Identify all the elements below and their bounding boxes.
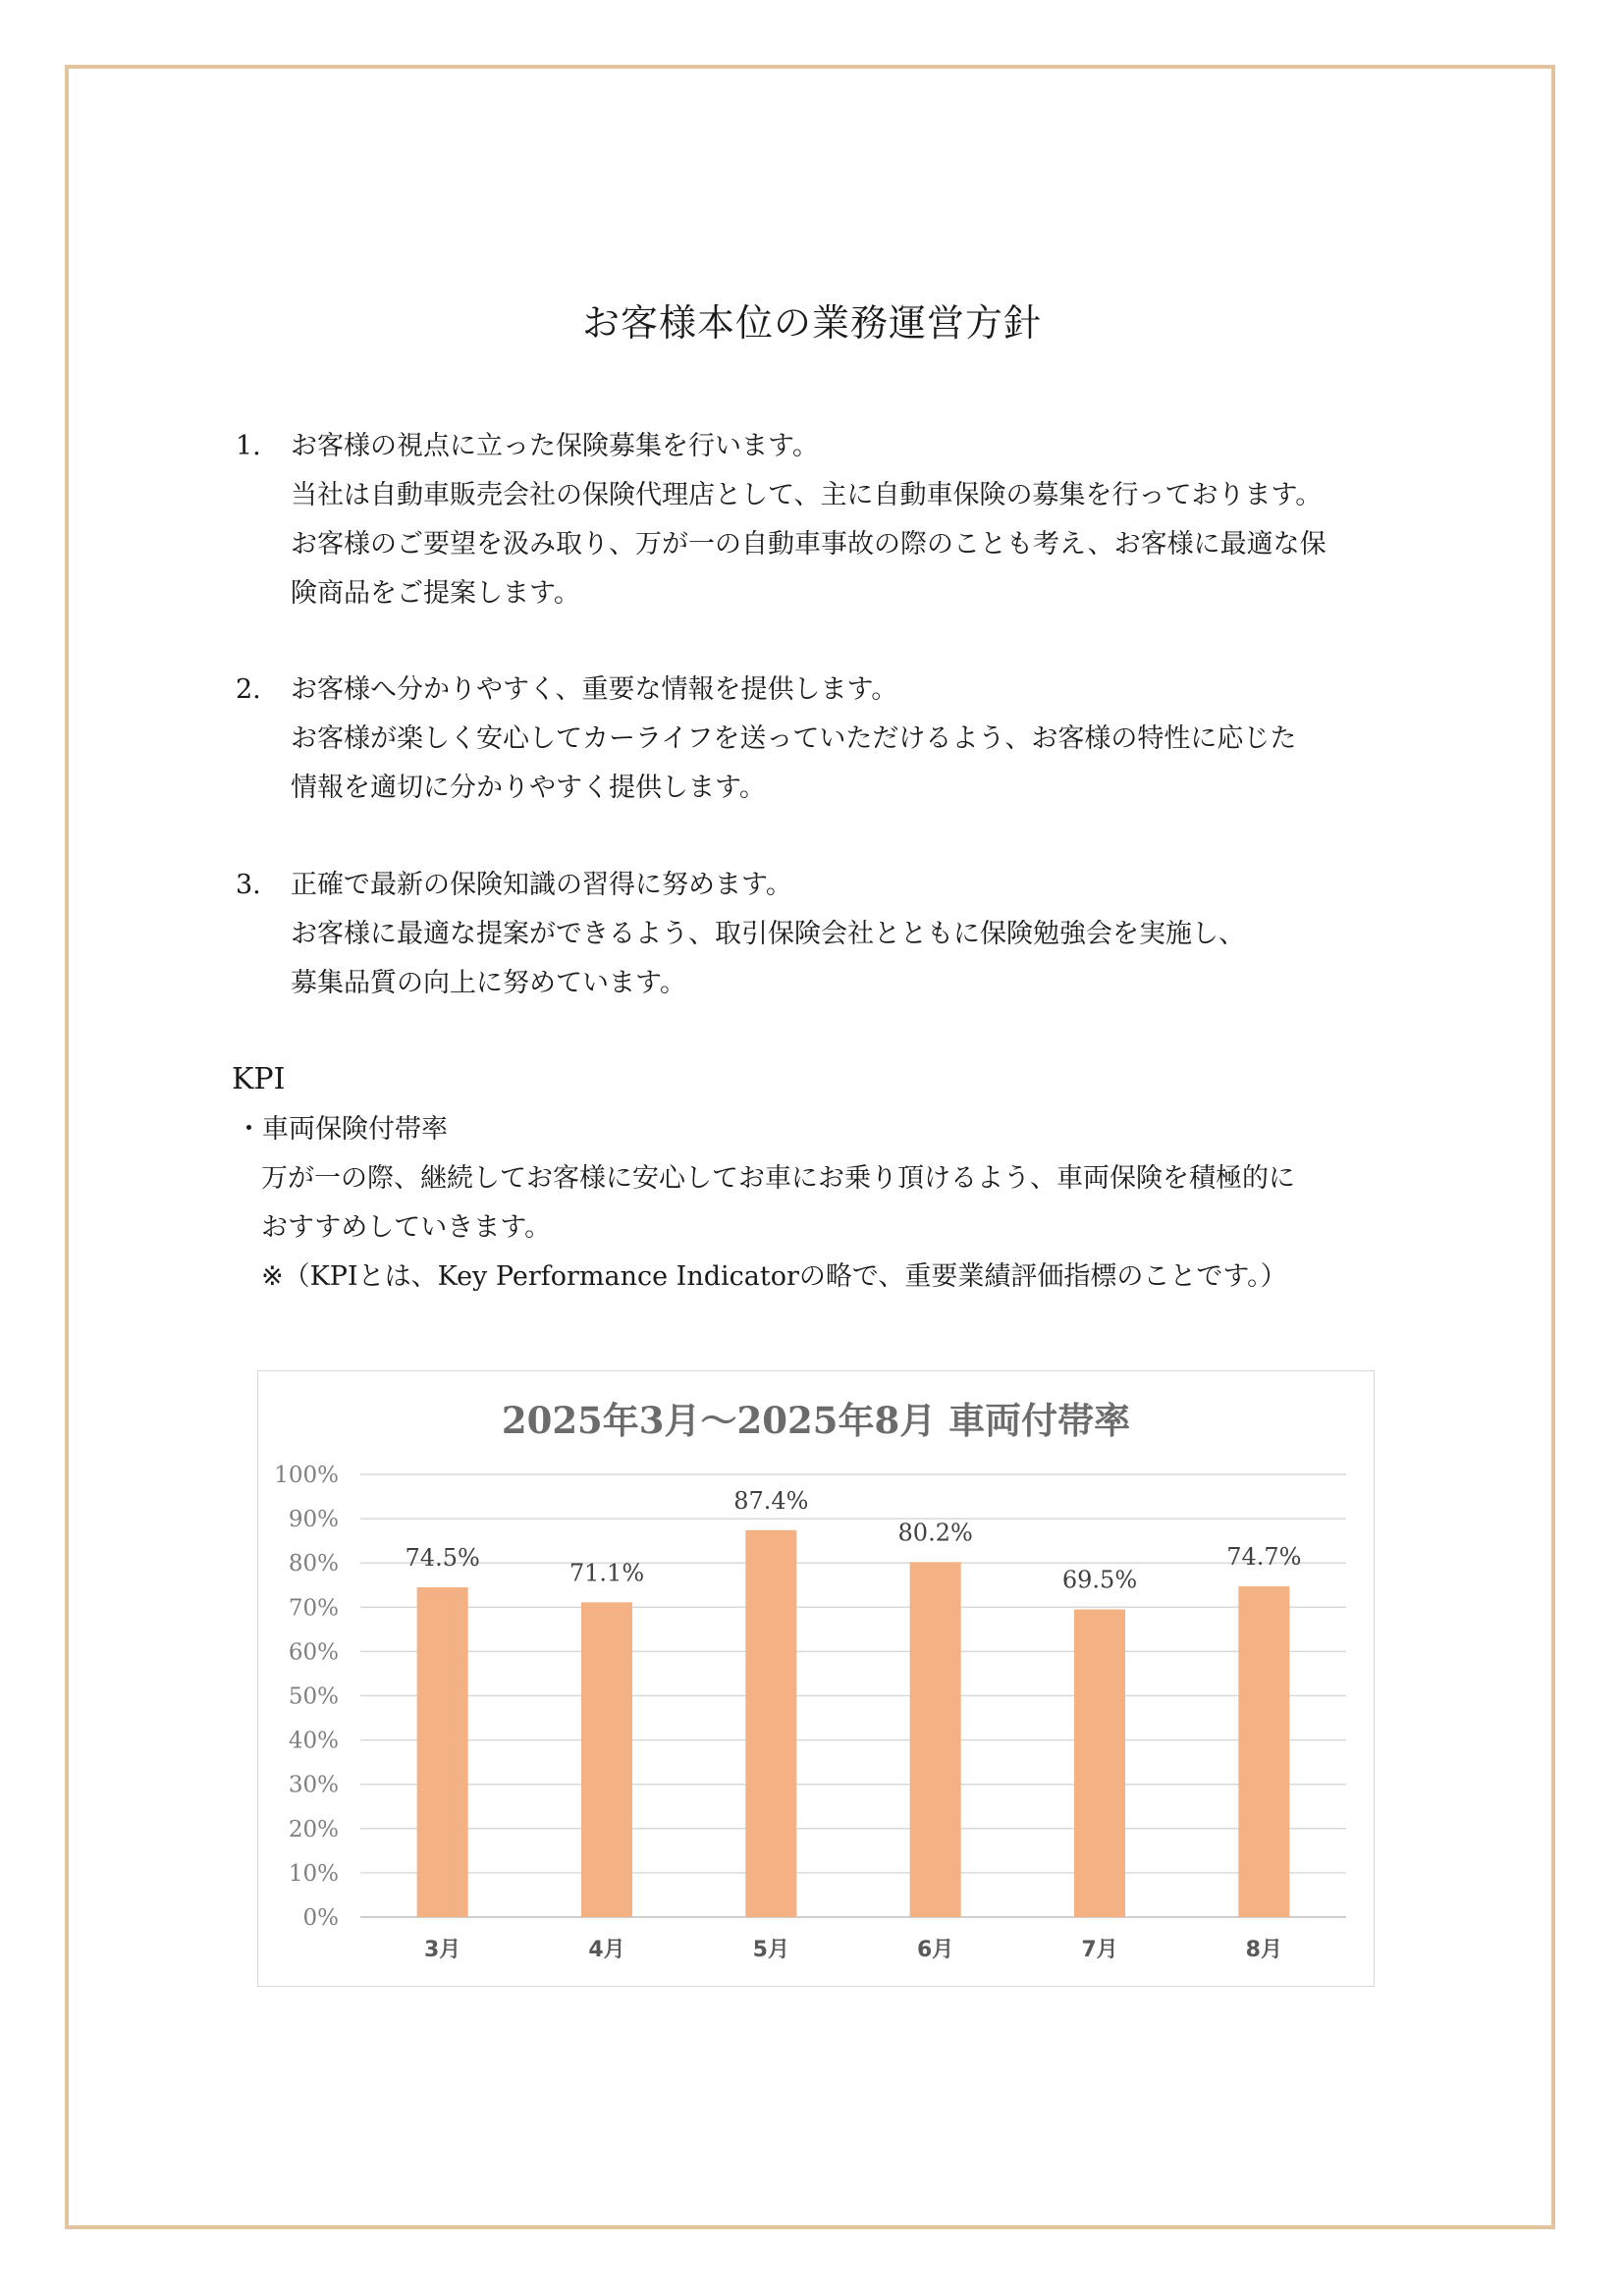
x-tick-label: 4月	[588, 1938, 625, 1962]
kpi-label: KPI	[232, 1062, 286, 1096]
policy-section-3	[236, 861, 1434, 1008]
bar	[745, 1530, 796, 1917]
bar	[910, 1562, 961, 1917]
section-line: お客様に最適な提案ができるよう、取引保険会社とともに保険勉強会を実施し、	[291, 919, 1245, 949]
data-label: 74.7%	[1226, 1543, 1302, 1572]
section-heading: お客様の視点に立った保険募集を行います。	[291, 431, 819, 461]
data-label: 71.1%	[568, 1559, 645, 1587]
section-line: お客様のご要望を汲み取り、万が一の自動車事故の際のことも考え、お客様に最適な保	[291, 529, 1326, 560]
kpi-item	[236, 1105, 1453, 1302]
section-number: 1.	[236, 431, 261, 461]
x-tick-label: 8月	[1245, 1938, 1282, 1962]
section-heading: お客様へ分かりやすく、重要な情報を提供します。	[291, 674, 898, 705]
y-tick-label: 60%	[288, 1639, 339, 1666]
y-tick-label: 10%	[288, 1860, 339, 1887]
chart-title: 2025年3月～2025年8月 車両付帯率	[501, 1399, 1131, 1442]
chart-plot	[258, 1371, 1376, 1988]
section-number: 2.	[236, 674, 261, 705]
section-heading: 正確で最新の保険知識の習得に努めます。	[291, 870, 792, 900]
section-body	[236, 471, 1434, 618]
y-tick-label: 70%	[288, 1595, 339, 1622]
y-tick-label: 90%	[288, 1507, 339, 1533]
y-tick-label: 0%	[302, 1905, 339, 1931]
kpi-line: 万が一の際、継続してお客様に安心してお車にお乗り頂けるよう、車両保険を積極的に	[261, 1163, 1295, 1194]
y-tick-label: 40%	[288, 1728, 339, 1754]
kpi-line: おすすめしていきます。	[261, 1212, 552, 1243]
policy-section-1	[236, 422, 1434, 618]
x-tick-label: 7月	[1081, 1938, 1118, 1962]
page-title: お客様本位の業務運営方針	[581, 301, 1042, 345]
data-label: 69.5%	[1061, 1566, 1138, 1594]
policy-section-2	[236, 666, 1434, 813]
y-tick-label: 30%	[288, 1772, 339, 1798]
bar	[581, 1602, 632, 1917]
section-line: 情報を適切に分かりやすく提供します。	[291, 773, 766, 803]
section-line: 募集品質の向上に努めています。	[291, 968, 686, 998]
bar	[417, 1587, 468, 1917]
y-tick-label: 80%	[288, 1551, 339, 1577]
x-tick-label: 6月	[917, 1938, 954, 1962]
section-body	[236, 910, 1434, 1008]
section-line: 険商品をご提案します。	[291, 578, 580, 609]
bar-chart	[257, 1370, 1375, 1987]
kpi-item-body	[236, 1154, 1453, 1302]
y-tick-label: 20%	[288, 1816, 339, 1842]
x-tick-label: 5月	[752, 1938, 789, 1962]
section-line: お客様が楽しく安心してカーライフを送っていただけるよう、お客様の特性に応じた	[291, 723, 1297, 754]
y-tick-label: 100%	[274, 1463, 339, 1488]
x-tick-label: 3月	[424, 1938, 461, 1962]
data-label: 87.4%	[733, 1486, 809, 1515]
section-number: 3.	[236, 870, 261, 900]
bar	[1238, 1586, 1289, 1917]
kpi-note: ※（KPIとは、Key Performance Indicatorの略で、重要業績評価指標のことです。）	[261, 1261, 1287, 1292]
bar	[1074, 1610, 1125, 1917]
y-tick-label: 50%	[288, 1683, 339, 1710]
kpi-item-heading: ・車両保険付帯率	[236, 1114, 448, 1145]
section-body	[236, 715, 1434, 813]
data-label: 74.5%	[405, 1544, 480, 1573]
data-label: 80.2%	[897, 1519, 973, 1547]
section-line: 当社は自動車販売会社の保険代理店として、主に自動車保険の募集を行っております。	[291, 480, 1323, 510]
